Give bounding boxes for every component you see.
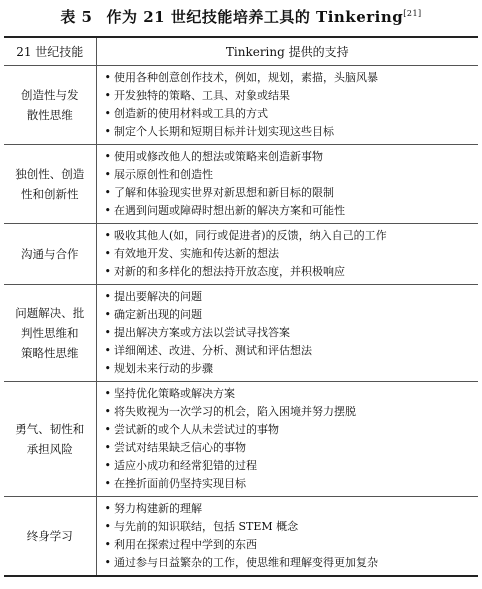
support-item (105, 403, 479, 421)
support-item-text: 坚持优化策略或解决方案 (114, 387, 235, 400)
bullet-icon: • (104, 538, 111, 551)
support-item (105, 69, 479, 87)
support-item-text: 展示原创性和创造性 (114, 168, 213, 181)
bullet-icon: • (104, 150, 111, 163)
bullet-icon: • (104, 344, 111, 357)
skill-cell (4, 66, 96, 145)
support-item-text: 在遇到问题或障碍时想出新的解决方案和可能性 (114, 204, 345, 217)
support-item-text: 使用或修改他人的想法或策略来创造新事物 (114, 150, 323, 163)
skill-label-line: 散性思维 (26, 108, 73, 122)
support-item (105, 475, 479, 493)
support-item-text: 努力构建新的理解 (114, 502, 202, 515)
table-title: 作为 21 世纪技能培养工具的 Tinkering (106, 8, 404, 26)
support-item-text: 提出要解决的问题 (114, 290, 202, 303)
support-item-text: 详细阐述、改进、分析、测试和评估想法 (114, 344, 312, 357)
support-item-text: 规划未来行动的步骤 (114, 362, 213, 375)
support-item (105, 342, 479, 360)
support-item-text: 确定新出现的问题 (114, 308, 202, 321)
table-row (4, 224, 478, 285)
support-item-text: 尝试新的或个人从未尝试过的事物 (114, 423, 279, 436)
support-cell (96, 66, 478, 145)
support-item-text: 尝试对结果缺乏信心的事物 (114, 441, 246, 454)
skill-cell (4, 285, 96, 382)
table-row (4, 497, 478, 577)
bullet-icon: • (104, 247, 111, 260)
skill-label-line: 终身学习 (26, 529, 73, 543)
bullet-icon: • (104, 520, 111, 533)
skill-cell (4, 382, 96, 497)
support-item (105, 385, 479, 403)
bullet-icon: • (104, 387, 111, 400)
skill-label-line: 判性思维和 (21, 326, 79, 340)
support-item-text: 了解和体验现实世界对新思想和新目标的限制 (114, 186, 334, 199)
bullet-icon: • (104, 477, 111, 490)
skill-label-line: 策略性思维 (21, 346, 79, 360)
bullet-icon: • (104, 107, 111, 120)
support-item-text: 适应小成功和经常犯错的过程 (114, 459, 257, 472)
support-item (105, 105, 479, 123)
support-item (105, 518, 479, 536)
support-item (105, 457, 479, 475)
support-item-text: 开发独特的策略、工具、对象或结果 (114, 89, 290, 102)
support-item (105, 306, 479, 324)
support-item-text: 提出解决方案或方法以尝试寻找答案 (114, 326, 290, 339)
bullet-icon: • (104, 290, 111, 303)
bullet-icon: • (104, 125, 111, 138)
support-item (105, 123, 479, 141)
bullet-icon: • (104, 326, 111, 339)
support-item (105, 500, 479, 518)
skill-label-line: 沟通与合作 (21, 247, 79, 261)
skill-cell (4, 145, 96, 224)
bullet-icon: • (104, 71, 111, 84)
skill-label-line: 创造性与发 (21, 88, 79, 102)
support-item (105, 166, 479, 184)
skill-cell (4, 224, 96, 285)
bullet-icon: • (104, 168, 111, 181)
bullet-icon: • (104, 89, 111, 102)
skill-label-line: 问题解决、批 (15, 306, 85, 320)
support-item (105, 536, 479, 554)
support-item (105, 227, 479, 245)
support-item (105, 202, 479, 220)
support-item (105, 439, 479, 457)
support-item-text: 有效地开发、实施和传达新的想法 (114, 247, 279, 260)
bullet-icon: • (104, 556, 111, 569)
table-caption (0, 6, 482, 27)
support-item-text: 利用在探索过程中学到的东西 (114, 538, 257, 551)
skill-cell (4, 497, 96, 577)
skills-table (4, 36, 478, 577)
support-item (105, 148, 479, 166)
table-number: 表 5 (60, 8, 93, 26)
skill-label-line: 独创性、创造 (15, 167, 85, 181)
table-row (4, 145, 478, 224)
support-cell (96, 382, 478, 497)
support-cell (96, 224, 478, 285)
support-item (105, 263, 479, 281)
support-item-text: 通过参与日益繁杂的工作，使思维和理解变得更加复杂 (114, 556, 378, 569)
bullet-icon: • (104, 362, 111, 375)
table-row (4, 382, 478, 497)
bullet-icon: • (104, 441, 111, 454)
reference-superscript: [21] (403, 9, 422, 18)
support-item-text: 将失败视为一次学习的机会，陷入困境并努力摆脱 (114, 405, 356, 418)
support-item-text: 吸收其他人(如，同行或促进者)的反馈，纳入自己的工作 (114, 229, 387, 242)
support-cell (96, 285, 478, 382)
bullet-icon: • (104, 405, 111, 418)
bullet-icon: • (104, 186, 111, 199)
support-item (105, 324, 479, 342)
support-item-text: 与先前的知识联结，包括 STEM 概念 (114, 520, 299, 533)
support-item (105, 554, 479, 572)
table-row (4, 66, 478, 145)
bullet-icon: • (104, 204, 111, 217)
support-cell (96, 145, 478, 224)
support-item-text: 对新的和多样化的想法持开放态度，并积极响应 (114, 265, 345, 278)
support-cell (96, 497, 478, 577)
bullet-icon: • (104, 265, 111, 278)
support-item-text: 制定个人长期和短期目标并计划实现这些目标 (114, 125, 334, 138)
header-support: Tinkering 提供的支持 (96, 37, 478, 66)
support-item (105, 288, 479, 306)
support-item (105, 421, 479, 439)
support-item (105, 360, 479, 378)
skill-label-line: 勇气、韧性和 (15, 422, 85, 436)
skill-label-line: 承担风险 (26, 442, 73, 456)
table-header-row (4, 37, 478, 66)
bullet-icon: • (104, 502, 111, 515)
support-item (105, 184, 479, 202)
support-item-text: 在挫折面前仍坚持实现目标 (114, 477, 246, 490)
header-skill: 21 世纪技能 (4, 37, 96, 66)
support-item-text: 使用各种创意创作技术，例如，规划，素描，头脑风暴 (114, 71, 378, 84)
skill-label-line: 性和创新性 (21, 187, 79, 201)
support-item (105, 87, 479, 105)
table-row (4, 285, 478, 382)
bullet-icon: • (104, 308, 111, 321)
support-item-text: 创造新的使用材料或工具的方式 (114, 107, 268, 120)
bullet-icon: • (104, 459, 111, 472)
bullet-icon: • (104, 423, 111, 436)
bullet-icon: • (104, 229, 111, 242)
support-item (105, 245, 479, 263)
